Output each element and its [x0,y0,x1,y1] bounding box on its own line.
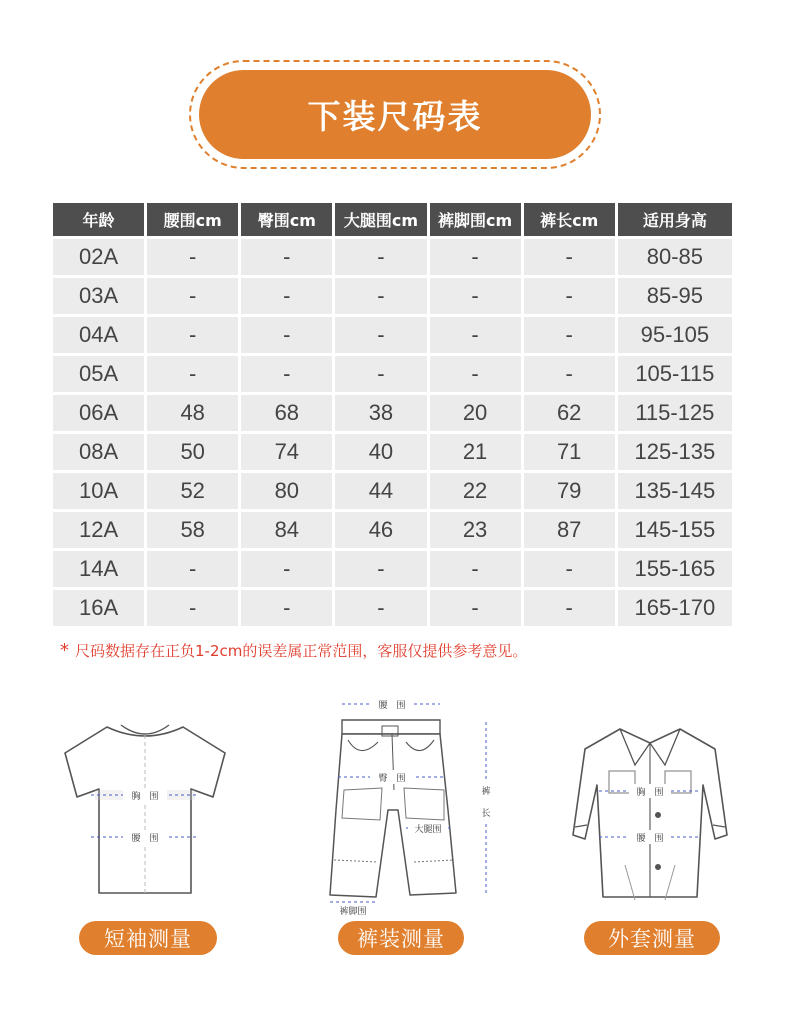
table-cell: 58 [147,512,238,548]
table-cell: 22 [430,473,521,509]
tshirt-illustration [55,715,235,900]
table-row [53,590,732,626]
pants-thigh-label: 大腿围 [414,825,442,835]
table-cell: - [147,278,238,314]
table-cell: - [524,590,615,626]
table-cell: 40 [335,434,426,470]
table-cell: - [241,317,332,353]
age-cell: 03A [53,278,144,314]
size-table [50,200,735,629]
table-cell: - [241,356,332,392]
jacket-illustration [565,715,735,905]
table-cell: - [524,278,615,314]
header-hem: 裤脚围cm [430,203,521,236]
table-row [53,473,732,509]
table-cell: 165-170 [618,590,732,626]
table-cell: - [430,551,521,587]
table-cell: 21 [430,434,521,470]
table-cell: - [335,278,426,314]
table-cell: - [430,278,521,314]
table-cell: - [147,356,238,392]
table-row [53,317,732,353]
age-cell: 05A [53,356,144,392]
tshirt-waist-label: 腰 围 [131,834,159,844]
table-cell: 62 [524,395,615,431]
table-cell: 145-155 [618,512,732,548]
table-cell: - [430,356,521,392]
age-cell: 10A [53,473,144,509]
header-waist: 腰围cm [147,203,238,236]
table-cell: 115-125 [618,395,732,431]
table-row [53,278,732,314]
table-row [53,551,732,587]
table-cell: 74 [241,434,332,470]
header-thigh: 大腿围cm [335,203,426,236]
table-cell: - [430,317,521,353]
table-cell: - [335,239,426,275]
table-cell: - [147,590,238,626]
table-cell: 52 [147,473,238,509]
pants-waist-label: 腰 围 [378,701,406,711]
jacket-chest-label: 胸 围 [636,788,664,798]
table-cell: - [241,278,332,314]
header-length: 裤长cm [524,203,615,236]
table-cell: - [147,317,238,353]
page-title: 下装尺码表 [199,70,591,159]
header-hip: 臀围cm [241,203,332,236]
table-row [53,434,732,470]
table-cell: 125-135 [618,434,732,470]
table-cell: 44 [335,473,426,509]
table-row [53,356,732,392]
header-age: 年龄 [53,203,144,236]
table-cell: 23 [430,512,521,548]
age-cell: 08A [53,434,144,470]
table-cell: - [335,590,426,626]
jacket-tag: 外套测量 [584,921,720,955]
table-cell: - [335,317,426,353]
table-cell: - [241,590,332,626]
table-cell: 155-165 [618,551,732,587]
table-cell: 50 [147,434,238,470]
table-cell: 71 [524,434,615,470]
age-cell: 14A [53,551,144,587]
table-cell: 135-145 [618,473,732,509]
table-cell: - [524,551,615,587]
table-row [53,239,732,275]
table-cell: 48 [147,395,238,431]
note-text: 尺码数据存在正负1-2cm的误差属正常范围，客服仅提供参考意见。 [75,642,528,660]
age-cell: 02A [53,239,144,275]
table-cell: 68 [241,395,332,431]
table-cell: 105-115 [618,356,732,392]
table-cell: - [524,356,615,392]
table-cell: 95-105 [618,317,732,353]
table-row [53,395,732,431]
table-cell: - [430,239,521,275]
table-row [53,512,732,548]
jacket-waist-label: 腰 围 [636,834,664,844]
table-cell: - [524,317,615,353]
age-cell: 12A [53,512,144,548]
table-cell: 20 [430,395,521,431]
pants-illustration [320,690,500,920]
table-cell: - [147,239,238,275]
age-cell: 04A [53,317,144,353]
table-header-row [53,203,732,236]
pants-length-label-2: 长 [481,809,491,819]
table-cell: 87 [524,512,615,548]
note-star: * [60,640,69,661]
tshirt-tag: 短袖测量 [79,921,217,955]
table-cell: - [524,239,615,275]
pants-hem-label: 裤脚围 [339,907,367,917]
table-cell: 85-95 [618,278,732,314]
table-cell: 46 [335,512,426,548]
pants-tag: 裤装测量 [338,921,464,955]
table-cell: 79 [524,473,615,509]
age-cell: 16A [53,590,144,626]
table-cell: 38 [335,395,426,431]
table-cell: 84 [241,512,332,548]
tshirt-chest-label: 胸 围 [131,792,159,802]
pants-hip-label: 臀 围 [378,774,406,784]
table-cell: 80 [241,473,332,509]
table-cell: - [147,551,238,587]
pants-length-label-1: 裤 [481,787,491,797]
table-cell: - [335,356,426,392]
table-cell: - [335,551,426,587]
table-cell: - [430,590,521,626]
age-cell: 06A [53,395,144,431]
table-cell: - [241,239,332,275]
table-cell: - [241,551,332,587]
table-cell: 80-85 [618,239,732,275]
size-note [60,640,527,661]
header-height: 适用身高 [618,203,732,236]
